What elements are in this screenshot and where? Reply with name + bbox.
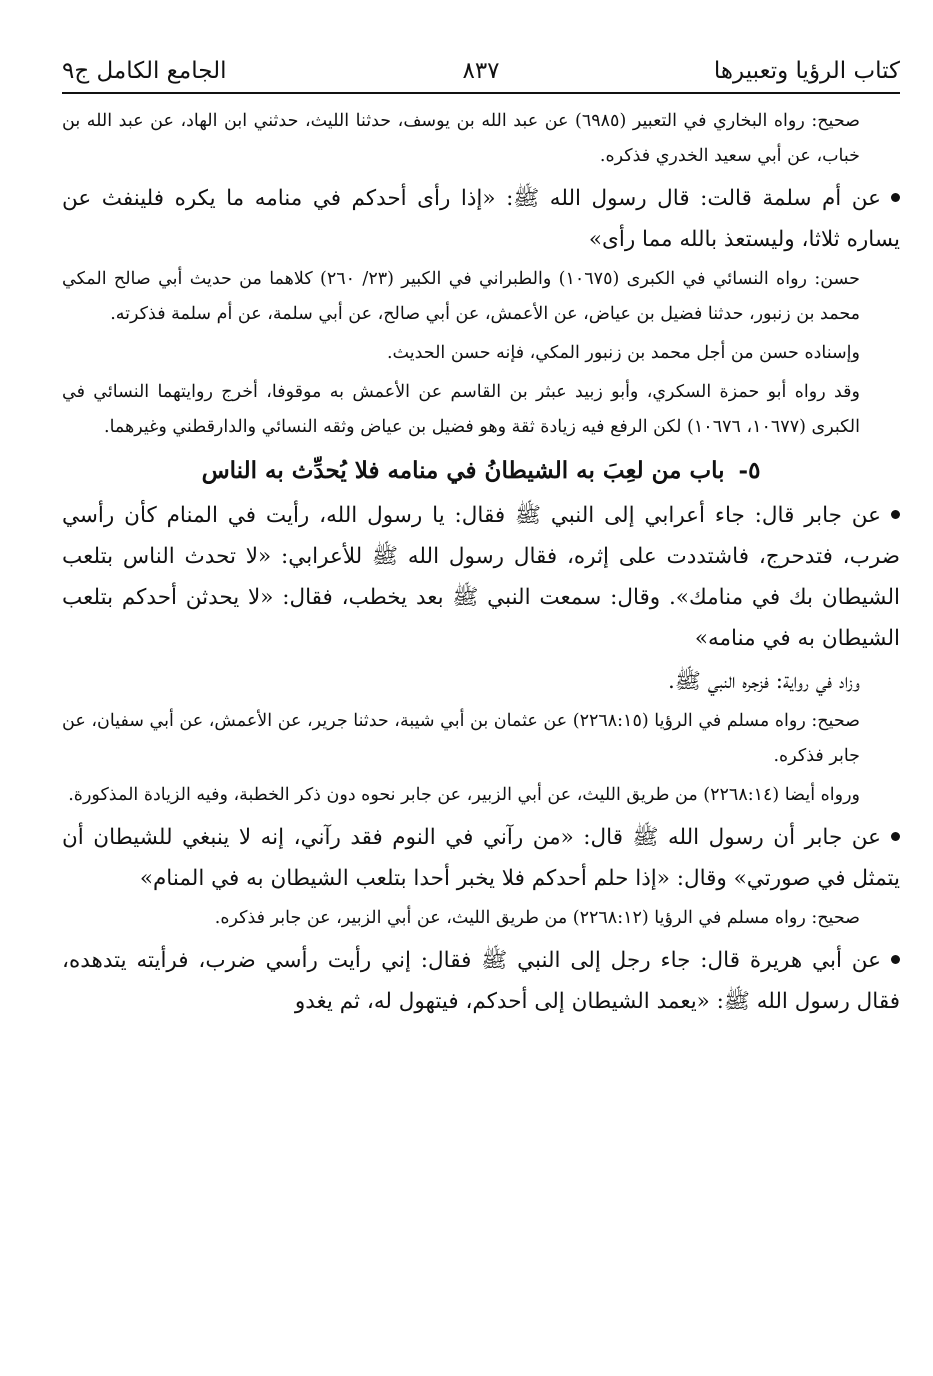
chapter-number: ٥- xyxy=(738,457,761,484)
hadith-text: عن أبي هريرة قال: جاء رجل إلى النبي ﷺ فقال: إني رأيت رأسي ضرب، فرأيته يتدهده، فقال رسول الله ﷺ: «يعمد الشيطان إلى أحدكم، فيتهول له، ثم يغدو xyxy=(62,948,900,1014)
hadith-paragraph xyxy=(62,940,900,1022)
hadith-paragraph xyxy=(62,495,900,659)
hadith-addition: وزاد في رواية: فزجره النبي ﷺ. xyxy=(668,669,860,694)
volume-label: الجامع الكامل ج٩ xyxy=(62,58,227,84)
book-title: كتاب الرؤيا وتعبيرها xyxy=(713,58,900,84)
hadith-paragraph xyxy=(62,178,900,260)
book-page xyxy=(62,52,900,1024)
takhrij-note: صحيح: رواه مسلم في الرؤيا (٢٢٦٨:١٥) عن عثمان بن أبي شيبة، حدثنا جرير، عن الأعمش، عن أبي سفيان، عن جابر فذكره. xyxy=(62,711,860,766)
bullet-icon xyxy=(891,193,900,202)
bullet-icon xyxy=(891,955,900,964)
chapter-heading xyxy=(62,449,900,493)
hadith-paragraph xyxy=(62,817,900,899)
running-header xyxy=(62,52,900,94)
takhrij-note: صحيح: رواه مسلم في الرؤيا (٢٢٦٨:١٢) من طريق الليث، عن أبي الزبير، عن جابر فذكره. xyxy=(214,908,860,928)
hadith-text: عن أم سلمة قالت: قال رسول الله ﷺ: «إذا رأى أحدكم في منامه ما يكره فلينفث عن يساره ثلاثا، وليستعذ بالله مما رأى» xyxy=(62,186,900,252)
bullet-icon xyxy=(891,510,900,519)
takhrij-note: وإسناده حسن من أجل محمد بن زنبور المكي، فإنه حسن الحديث. xyxy=(386,343,860,363)
page-body xyxy=(62,104,900,1022)
takhrij-note: حسن: رواه النسائي في الكبرى (١٠٦٧٥) والطبراني في الكبير (٢٣/ ٢٦٠) كلاهما من حديث أبي صالح المكي محمد بن زنبور، حدثنا فضيل بن عياض، عن الأعمش، عن أبي صالح، عن أبي سلمة، عن أم سلمة فذكرته. xyxy=(62,269,860,324)
takhrij-note: ورواه أيضا (٢٢٦٨:١٤) من طريق الليث، عن أبي الزبير، عن جابر نحوه دون ذكر الخطبة، وفيه الزيادة المذكورة. xyxy=(68,785,860,805)
bullet-icon xyxy=(891,832,900,841)
hadith-text: عن جابر أن رسول الله ﷺ قال: «من رآني في النوم فقد رآني، إنه لا ينبغي للشيطان أن يتمثل في صورتي» وقال: «إذا حلم أحدكم فلا يخبر أحدا بتلعب الشيطان به في المنام» xyxy=(62,825,900,891)
takhrij-note: وقد رواه أبو حمزة السكري، وأبو زبيد عبثر بن القاسم عن الأعمش به موقوفا، أخرج روايتهما النسائي في الكبرى (١٠٦٧٧، ١٠٦٧٦) لكن الرفع فيه زيادة ثقة وهو فضيل بن عياض وثقه النسائي والدارقطني وغيرهما. xyxy=(62,382,860,437)
chapter-title: باب من لعِبَ به الشيطانُ في منامه فلا يُحدِّث به الناس xyxy=(201,457,725,484)
page-number: ٨٣٧ xyxy=(462,58,500,84)
takhrij-note: صحيح: رواه البخاري في التعبير (٦٩٨٥) عن عبد الله بن يوسف، حدثنا الليث، حدثني ابن الهاد، عن عبد الله بن خباب، عن أبي سعيد الخدري فذكره. xyxy=(62,111,860,166)
hadith-text: عن جابر قال: جاء أعرابي إلى النبي ﷺ فقال: يا رسول الله، رأيت في المنام كأن رأسي ضرب، فتدحرج، فاشتددت على إثره، فقال رسول الله ﷺ للأعرابي: «لا تحدث الناس بتلعب الشيطان بك في منامك». وقال: سمعت النبي ﷺ بعد يخطب، فقال: «لا يحدثن أحدكم بتلعب الشيطان به في منامه» xyxy=(62,503,900,651)
